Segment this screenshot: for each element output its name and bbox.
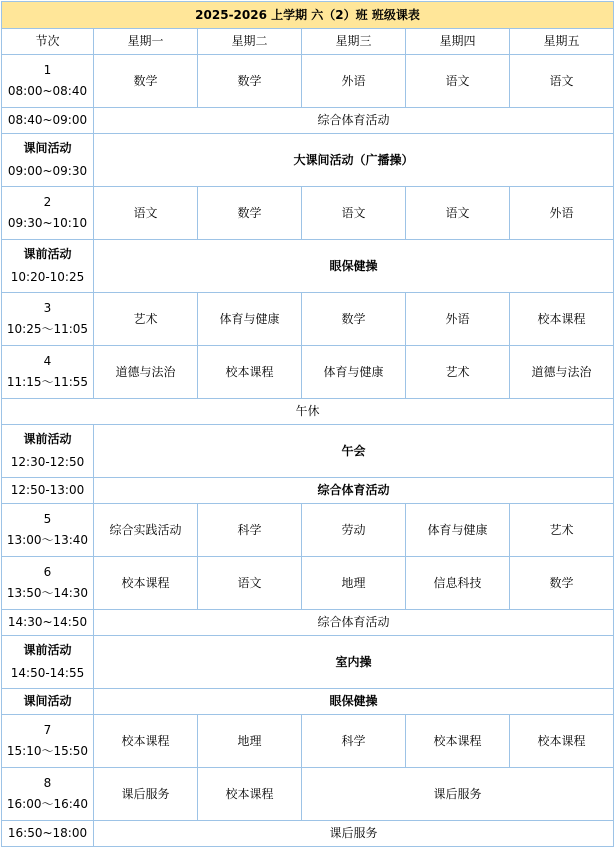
period-time: 16:00～16:40 <box>6 797 89 811</box>
activity-time: 10:20-10:25 <box>10 270 85 284</box>
course-cell: 校本课程 <box>94 715 198 768</box>
period-time: 11:15～11:55 <box>6 375 89 389</box>
period-cell <box>2 557 94 610</box>
activity-label: 课前活动 <box>23 643 72 657</box>
table-row <box>2 768 614 821</box>
course-cell: 道德与法治 <box>510 346 614 399</box>
activity-time: 12:30-12:50 <box>10 455 85 469</box>
table-row <box>2 187 614 240</box>
period-time: 13:50～14:30 <box>6 586 89 600</box>
table-row <box>2 425 614 478</box>
time-cell: 12:50-13:00 <box>2 478 94 504</box>
table-row <box>2 108 614 134</box>
break-cell: 午休 <box>2 399 614 425</box>
course-cell: 科学 <box>302 715 406 768</box>
time-cell: 08:40~09:00 <box>2 108 94 134</box>
course-cell: 语文 <box>198 557 302 610</box>
period-cell <box>2 504 94 557</box>
period-time: 09:30~10:10 <box>7 216 88 230</box>
time-cell: 14:30~14:50 <box>2 610 94 636</box>
course-cell: 艺术 <box>510 504 614 557</box>
table-row <box>2 478 614 504</box>
period-cell <box>2 55 94 108</box>
table-row <box>2 636 614 689</box>
header-wednesday: 星期三 <box>302 29 406 55</box>
table-row <box>2 240 614 293</box>
header-tuesday: 星期二 <box>198 29 302 55</box>
timetable-title: 2025-2026 上学期 六（2）班 班级课表 <box>2 2 614 29</box>
table-row <box>2 504 614 557</box>
course-cell: 体育与健康 <box>302 346 406 399</box>
time-cell: 16:50~18:00 <box>2 821 94 847</box>
activity-cell: 课后服务 <box>94 821 614 847</box>
period-cell <box>2 346 94 399</box>
header-friday: 星期五 <box>510 29 614 55</box>
activity-cell: 午会 <box>94 425 614 478</box>
course-cell: 体育与健康 <box>406 504 510 557</box>
activity-cell: 眼保健操 <box>94 689 614 715</box>
timetable-body <box>2 2 614 847</box>
header-monday: 星期一 <box>94 29 198 55</box>
course-cell: 信息科技 <box>406 557 510 610</box>
table-row <box>2 293 614 346</box>
table-row <box>2 689 614 715</box>
activity-time-cell <box>2 240 94 293</box>
course-cell: 外语 <box>302 55 406 108</box>
course-cell: 数学 <box>198 187 302 240</box>
header-row <box>2 29 614 55</box>
period-time: 15:10～15:50 <box>6 744 89 758</box>
activity-label: 课前活动 <box>23 432 72 446</box>
period-time: 13:00～13:40 <box>6 533 89 547</box>
class-timetable <box>1 1 614 847</box>
activity-label: 课前活动 <box>23 247 72 261</box>
activity-cell: 室内操 <box>94 636 614 689</box>
course-cell: 地理 <box>302 557 406 610</box>
course-cell: 课后服务 <box>302 768 614 821</box>
period-number: 4 <box>43 354 52 368</box>
course-cell: 科学 <box>198 504 302 557</box>
course-cell: 地理 <box>198 715 302 768</box>
period-number: 5 <box>43 512 52 526</box>
table-row <box>2 346 614 399</box>
table-row <box>2 134 614 187</box>
course-cell: 外语 <box>510 187 614 240</box>
activity-cell: 综合体育活动 <box>94 108 614 134</box>
period-number: 6 <box>43 565 52 579</box>
course-cell: 体育与健康 <box>198 293 302 346</box>
period-number: 7 <box>43 723 52 737</box>
course-cell: 校本课程 <box>510 715 614 768</box>
activity-time: 09:00~09:30 <box>7 164 88 178</box>
activity-cell: 综合体育活动 <box>94 610 614 636</box>
period-cell <box>2 293 94 346</box>
title-row <box>2 2 614 29</box>
period-number: 8 <box>43 776 52 790</box>
period-cell <box>2 187 94 240</box>
table-row <box>2 610 614 636</box>
course-cell: 校本课程 <box>94 557 198 610</box>
course-cell: 语文 <box>94 187 198 240</box>
period-number: 3 <box>43 301 52 315</box>
activity-time: 14:50-14:55 <box>10 666 85 680</box>
course-cell: 校本课程 <box>406 715 510 768</box>
period-time: 10:25～11:05 <box>6 322 89 336</box>
activity-time-cell <box>2 425 94 478</box>
course-cell: 语文 <box>406 55 510 108</box>
table-row <box>2 557 614 610</box>
course-cell: 语文 <box>302 187 406 240</box>
header-period: 节次 <box>2 29 94 55</box>
course-cell: 劳动 <box>302 504 406 557</box>
activity-time-cell <box>2 134 94 187</box>
course-cell: 外语 <box>406 293 510 346</box>
course-cell: 道德与法治 <box>94 346 198 399</box>
course-cell: 校本课程 <box>198 768 302 821</box>
period-cell <box>2 715 94 768</box>
activity-time-cell <box>2 636 94 689</box>
activity-cell: 综合体育活动 <box>94 478 614 504</box>
course-cell: 综合实践活动 <box>94 504 198 557</box>
period-cell <box>2 768 94 821</box>
period-number: 2 <box>43 195 52 209</box>
course-cell: 语文 <box>406 187 510 240</box>
time-cell: 课间活动 <box>2 689 94 715</box>
activity-cell: 大课间活动（广播操） <box>94 134 614 187</box>
course-cell: 数学 <box>510 557 614 610</box>
course-cell: 艺术 <box>406 346 510 399</box>
course-cell: 数学 <box>302 293 406 346</box>
course-cell: 艺术 <box>94 293 198 346</box>
course-cell: 校本课程 <box>510 293 614 346</box>
course-cell: 语文 <box>510 55 614 108</box>
activity-label: 课间活动 <box>23 141 72 155</box>
table-row <box>2 821 614 847</box>
table-row <box>2 399 614 425</box>
course-cell: 数学 <box>94 55 198 108</box>
period-time: 08:00~08:40 <box>7 84 88 98</box>
course-cell: 数学 <box>198 55 302 108</box>
period-number: 1 <box>43 63 52 77</box>
header-thursday: 星期四 <box>406 29 510 55</box>
table-row <box>2 715 614 768</box>
table-row <box>2 55 614 108</box>
course-cell: 课后服务 <box>94 768 198 821</box>
course-cell: 校本课程 <box>198 346 302 399</box>
activity-cell: 眼保健操 <box>94 240 614 293</box>
